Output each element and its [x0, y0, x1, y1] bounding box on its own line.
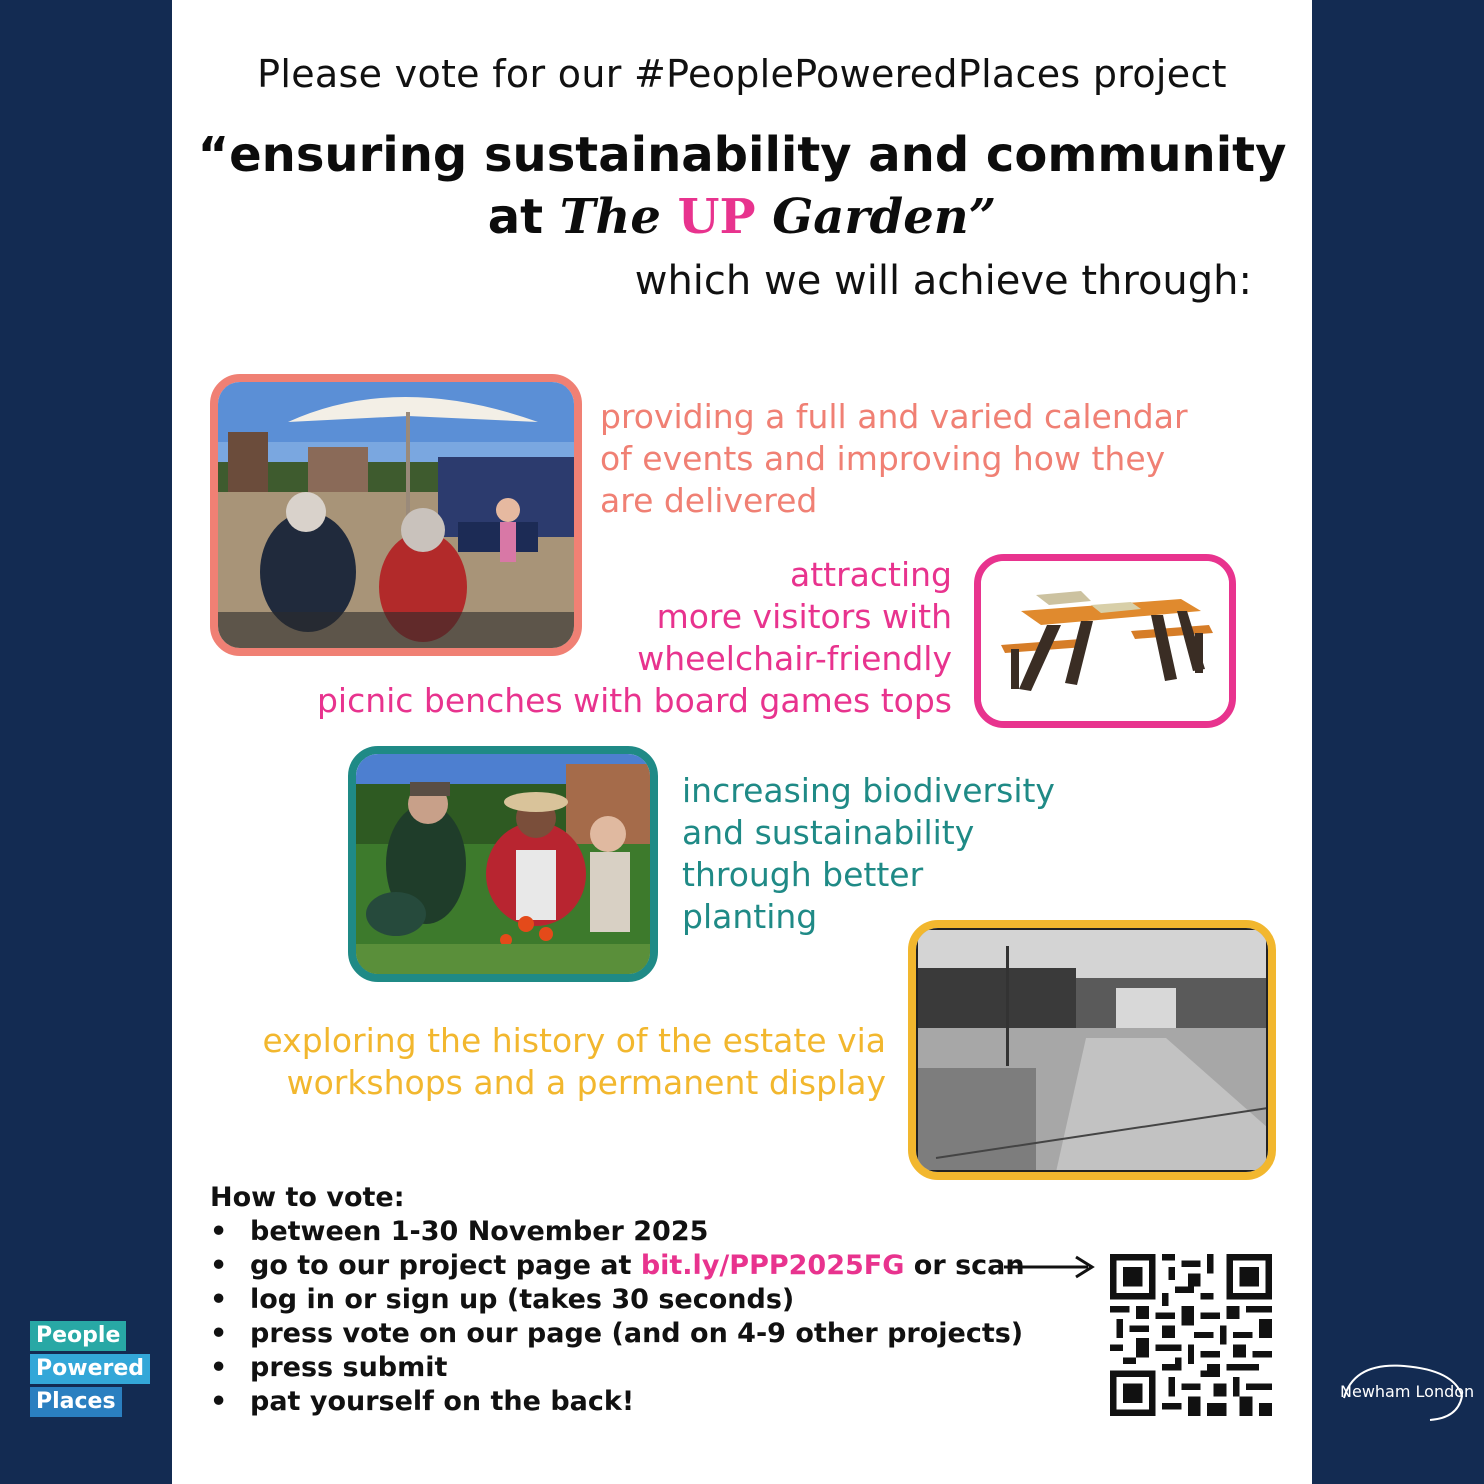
planting-photo	[348, 746, 658, 982]
vote-step	[210, 1385, 1025, 1419]
item-events	[600, 396, 1188, 522]
vote-step-text: press submit	[250, 1352, 448, 1383]
headline-at: at	[487, 189, 560, 245]
item-benches-line: more visitors with	[656, 597, 952, 636]
history-photo	[908, 920, 1276, 1180]
headline-line1: “ensuring sustainability and community	[197, 127, 1287, 183]
item-benches-line: picnic benches with board games tops	[316, 681, 952, 720]
item-biodiversity-line: through better	[682, 855, 924, 894]
vote-step-text: or scan	[904, 1250, 1025, 1281]
vote-step-text: press vote on our page (and on 4-9 other projects)	[250, 1318, 1024, 1349]
vote-step	[210, 1351, 1025, 1385]
poster	[172, 0, 1312, 1484]
right-arrow-icon	[1004, 1254, 1096, 1280]
item-benches-line: wheelchair-friendly	[637, 639, 952, 678]
ppp-logo-line1: People	[30, 1321, 126, 1351]
item-benches	[317, 554, 952, 722]
vote-step	[210, 1215, 1025, 1249]
headline	[172, 124, 1312, 248]
how-to-vote	[210, 1182, 1025, 1419]
item-history	[262, 1020, 886, 1104]
top-line: Please vote for our #PeoplePoweredPlaces project	[257, 52, 1227, 96]
vote-step	[210, 1283, 1025, 1317]
item-history-line: workshops and a permanent display	[286, 1063, 886, 1102]
vote-step	[210, 1249, 1025, 1283]
ppp-logo	[30, 1321, 150, 1420]
newham-london-logo: Newham London	[1340, 1382, 1475, 1401]
item-biodiversity-line: increasing biodiversity	[682, 771, 1055, 810]
vote-step	[210, 1317, 1025, 1351]
vote-step-text: log in or sign up (takes 30 seconds)	[250, 1284, 795, 1315]
vote-step-text: between 1-30 November 2025	[250, 1216, 709, 1247]
vote-steps	[210, 1215, 1025, 1419]
item-events-line: of events and improving how they	[600, 439, 1166, 478]
project-link[interactable]: bit.ly/PPP2025FG	[640, 1250, 905, 1281]
vote-step-text: pat yourself on the back!	[250, 1386, 635, 1417]
headline-line2	[172, 186, 1312, 248]
vote-heading: How to vote:	[210, 1182, 405, 1213]
vote-step-text: go to our project page at	[250, 1250, 641, 1281]
item-biodiversity	[682, 770, 1055, 938]
item-benches-line: attracting	[789, 555, 952, 594]
item-events-line: are delivered	[600, 481, 818, 520]
item-biodiversity-line: and sustainability	[682, 813, 975, 852]
bench-photo	[974, 554, 1236, 728]
headline-up: UP	[677, 189, 756, 245]
item-events-line: providing a full and varied calendar	[600, 397, 1188, 436]
headline-the: The	[559, 189, 678, 245]
item-biodiversity-line: planting	[682, 897, 818, 936]
item-history-line: exploring the history of the estate via	[262, 1021, 886, 1060]
ppp-logo-line3: Places	[30, 1387, 122, 1417]
headline-garden: Garden”	[755, 189, 997, 245]
which-line: which we will achieve through:	[634, 258, 1252, 304]
qr-code-icon[interactable]	[1110, 1254, 1272, 1416]
ppp-logo-line2: Powered	[30, 1354, 150, 1384]
